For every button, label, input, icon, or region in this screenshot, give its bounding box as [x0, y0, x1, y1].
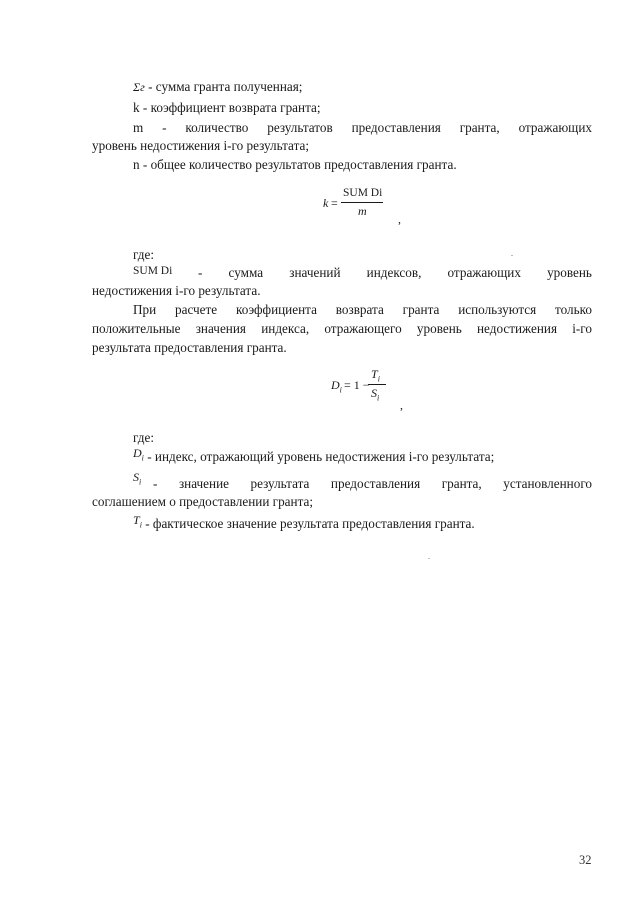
ti-symbol-letter: T [133, 513, 140, 527]
definition-ti [133, 513, 475, 537]
scan-speck [511, 255, 513, 256]
formula-di-den-sub: i [377, 393, 380, 403]
word: коэффициента [235, 302, 317, 317]
paragraph-line2 [92, 321, 592, 337]
di-text: - индекс, отражающий уровень недостижения i-го результата; [147, 449, 495, 464]
formula-k-fraction-bar [341, 202, 383, 203]
word: гранта, [459, 120, 500, 135]
word: недостижения [477, 321, 558, 336]
page-number: 32 [579, 853, 592, 867]
word: количество [185, 120, 249, 135]
word: положительные [92, 321, 181, 336]
formula-k-eq: = [331, 196, 338, 210]
definition-di [133, 446, 495, 470]
di-symbol [133, 446, 144, 463]
word: i-го [572, 321, 592, 336]
definition-si-line1 [153, 476, 592, 492]
definition-m-line2: уровень недостижения i-го результата; [92, 138, 310, 153]
word: результата [250, 476, 310, 491]
word: предоставления [351, 120, 441, 135]
word: предоставления [330, 476, 421, 491]
word: установленного [503, 476, 592, 491]
scan-speck [428, 558, 430, 559]
paragraph-line1 [133, 302, 592, 318]
paragraph-line3: результата предоставления гранта. [92, 340, 287, 355]
sum-grant-text: - сумма гранта полученная; [148, 79, 303, 94]
word: сумма [228, 265, 264, 280]
formula-di-num-letter: T [371, 367, 378, 381]
definition-k: k - коэффициент возврата гранта; [133, 100, 321, 115]
si-symbol [133, 469, 141, 491]
sum-di-description-line2: недостижения i-го результата. [92, 283, 261, 298]
where-label-1: где: [133, 247, 154, 262]
formula-k-denominator: m [358, 204, 367, 218]
word: расчете [175, 302, 218, 317]
formula-di-lhs-letter: D [331, 378, 340, 392]
word: используются [458, 302, 537, 317]
word: - [153, 476, 158, 491]
word: гранта, [441, 476, 482, 491]
word: гранта [402, 302, 440, 317]
definition-si-line2: соглашением о предоставлении гранта; [92, 494, 314, 509]
si-symbol-sub: i [139, 477, 142, 487]
word: отражающих [518, 120, 592, 135]
where-label-2: где: [133, 430, 154, 445]
sum-di-label: SUM Di [133, 265, 173, 277]
word: - [162, 120, 167, 135]
word: результатов [267, 120, 333, 135]
si-symbol-letter: S [133, 470, 139, 484]
formula-k-comma: , [398, 212, 401, 226]
formula-di-comma: , [400, 398, 403, 412]
definition-m-line1 [133, 120, 592, 136]
definition-sum-grant [133, 79, 302, 95]
word: отражающих [447, 265, 521, 280]
definition-n: n - общее количество результатов предоставления гранта. [133, 157, 457, 172]
word: значения [195, 321, 246, 336]
ti-symbol [133, 513, 142, 530]
di-symbol-sub: i [141, 453, 144, 463]
word: только [555, 302, 592, 317]
word: индексов, [366, 265, 422, 280]
formula-di-den-letter: S [371, 386, 377, 400]
formula-di-eq: = 1 − [344, 378, 370, 392]
di-symbol-letter: D [133, 446, 142, 460]
word: значение [178, 476, 229, 491]
formula-di-denominator [371, 386, 379, 405]
formula-di-fraction-bar [368, 384, 386, 385]
formula-di-lhs [331, 378, 342, 397]
word: При [133, 302, 157, 317]
word: уровень [547, 265, 592, 280]
word: - [198, 265, 203, 280]
word: индекса, [261, 321, 310, 336]
word: возврата [335, 302, 384, 317]
sum-grant-symbol: Σг [133, 80, 145, 94]
ti-text: - фактическое значение результата предоставления гранта. [145, 516, 475, 531]
sum-di-description-line1 [198, 265, 592, 281]
word: m [133, 120, 144, 135]
formula-k-lhs: k [323, 196, 329, 210]
ti-symbol-sub: i [139, 520, 142, 530]
formula-di-num-sub: i [377, 374, 380, 384]
word: уровень [416, 321, 462, 336]
word: отражающего [324, 321, 402, 336]
formula-k-numerator: SUM Di [343, 187, 383, 199]
word: значений [289, 265, 341, 280]
formula-di-lhs-sub: i [339, 385, 342, 395]
